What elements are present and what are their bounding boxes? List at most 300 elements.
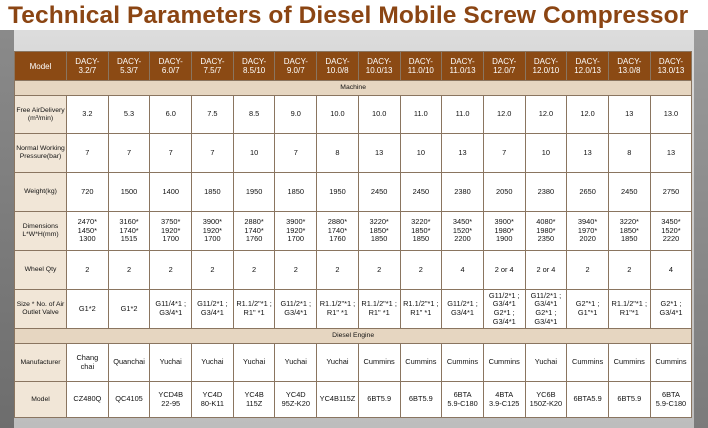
cell-value: Cummins	[655, 357, 687, 367]
table-cell	[525, 96, 567, 134]
cell-value: Yuchai	[534, 357, 557, 367]
table-row	[15, 173, 692, 212]
row-label-text: Size * No. of Air Outlet Valve	[16, 301, 65, 316]
cell-value: R1.1/2"*1 ; R1" *1	[319, 299, 356, 317]
model-name: DACY- 5.3/7	[116, 57, 142, 75]
cell-value: 3750* 1920* 1700	[161, 217, 181, 244]
model-header-cell	[150, 52, 192, 81]
cell-value: G1*2	[78, 303, 96, 313]
cell-value: 2	[252, 264, 257, 274]
cell-value: 12.0	[538, 109, 554, 119]
row-label-text: Free AirDelivery (m³/min)	[16, 106, 65, 122]
table-cell	[192, 251, 234, 290]
cell-value: 8	[335, 147, 340, 157]
table-cell	[67, 173, 109, 212]
table-cell	[525, 212, 567, 251]
cell-value: 13	[458, 147, 467, 157]
table-cell	[233, 290, 275, 329]
model-header-cell	[608, 52, 650, 81]
table-cell	[442, 290, 484, 329]
cell-value: 9.0	[290, 109, 301, 119]
spec-table	[14, 51, 692, 418]
table-cell	[358, 134, 400, 173]
table-cell	[150, 173, 192, 212]
cell-value: 7	[502, 147, 507, 157]
cell-value: 2470* 1450* 1300	[77, 217, 97, 244]
cell-value: Chang chai	[76, 352, 99, 371]
cell-value: R1.1/2"*1 ; R1" *1	[236, 299, 272, 317]
cell-value: 12.0	[497, 109, 512, 119]
table-cell	[567, 96, 609, 134]
cell-value: 4	[668, 264, 674, 274]
table-cell	[67, 290, 109, 329]
row-label	[15, 134, 67, 173]
table-cell	[400, 290, 442, 329]
table-cell	[483, 382, 525, 418]
model-header-cell	[108, 52, 150, 81]
model-header-cell	[233, 52, 275, 81]
model-header-row	[15, 52, 692, 81]
cell-value: 2	[335, 264, 340, 274]
table-cell	[483, 173, 525, 212]
cell-value: Cummins	[405, 357, 437, 367]
table-cell	[150, 134, 192, 173]
cell-value: G11/2*1 ; G3/4*1	[280, 299, 312, 317]
table-cell	[608, 344, 650, 382]
cell-value: Yuchai	[242, 357, 266, 367]
model-name: DACY- 10.0/8	[325, 57, 350, 75]
model-name: DACY- 9.0/7	[283, 57, 308, 75]
table-cell	[358, 290, 400, 329]
table-cell	[400, 344, 442, 382]
cell-value: 1850	[287, 186, 304, 196]
model-header-cell	[567, 52, 609, 81]
cell-value: 2	[210, 264, 215, 274]
table-cell	[650, 134, 692, 173]
table-cell	[400, 212, 442, 251]
table-cell	[608, 96, 650, 134]
model-name: DACY- 13.0/13	[657, 57, 685, 75]
model-name: DACY- 10.0/13	[365, 57, 393, 75]
table-cell	[67, 212, 109, 251]
table-row	[15, 212, 692, 251]
cell-value: 7	[210, 147, 215, 157]
table-cell	[400, 173, 442, 212]
table-cell	[650, 344, 692, 382]
cell-value: Yuchai	[159, 357, 182, 367]
cell-value: 5.3	[123, 109, 135, 119]
cell-value: Yuchai	[201, 357, 224, 367]
cell-value: 3900* 1980* 1900	[494, 217, 514, 244]
cell-value: G2*1 ; G3/4*1	[659, 299, 683, 317]
model-header-cell	[525, 52, 567, 81]
cell-value: 2650	[579, 186, 596, 196]
table-cell	[442, 96, 484, 134]
cell-value: 3940* 1970* 2020	[577, 217, 598, 244]
model-name: DACY- 6.0/7	[158, 57, 183, 75]
cell-value: 2 or 4	[536, 264, 556, 274]
model-header-cell	[483, 52, 525, 81]
cell-value: 13.0	[663, 109, 679, 119]
cell-value: 1500	[120, 186, 138, 196]
table-cell	[608, 382, 650, 418]
cell-value: 2450	[412, 186, 430, 196]
table-cell	[317, 96, 359, 134]
model-header-cell	[442, 52, 484, 81]
table-cell	[192, 134, 234, 173]
cell-value: 3220* 1850* 1850	[411, 217, 431, 244]
table-cell	[108, 290, 150, 329]
row-label	[15, 382, 67, 418]
table-cell	[525, 290, 567, 329]
table-cell	[275, 344, 317, 382]
table-cell	[233, 134, 275, 173]
cell-value: 720	[81, 186, 94, 196]
table-cell	[358, 344, 400, 382]
cell-value: 3220* 1850* 1850	[619, 217, 639, 244]
table-cell	[192, 382, 234, 418]
table-cell	[233, 212, 275, 251]
cell-value: 7	[126, 147, 132, 157]
table-cell	[358, 251, 400, 290]
model-name: DACY- 11.0/10	[407, 57, 434, 75]
cell-value: 8	[627, 147, 632, 157]
table-cell	[233, 96, 275, 134]
cell-value: Quanchai	[113, 357, 145, 367]
table-cell	[442, 212, 484, 251]
table-cell	[400, 251, 442, 290]
table-cell	[150, 251, 192, 290]
cell-value: 2	[585, 264, 590, 274]
cell-value: 10.0	[371, 109, 387, 119]
section-machine-row	[15, 81, 692, 96]
cell-value: 7	[85, 147, 90, 157]
cell-value: 2	[293, 264, 298, 274]
model-header-cell	[650, 52, 692, 81]
cell-value: 2380	[454, 186, 471, 196]
table-cell	[442, 344, 484, 382]
cell-value: Cummins	[571, 357, 604, 367]
cell-value: 2	[627, 264, 632, 274]
row-label-text: Wheel Qty	[24, 266, 57, 273]
table-cell	[233, 173, 275, 212]
cell-value: 4	[460, 264, 465, 274]
table-cell	[275, 134, 317, 173]
table-cell	[483, 96, 525, 134]
row-label-text: Weight(kg)	[24, 188, 57, 195]
table-cell	[275, 290, 317, 329]
cell-value: 2	[85, 264, 90, 274]
table-cell	[358, 212, 400, 251]
cell-value: 8.5	[248, 109, 260, 119]
cell-value: 4BTA 3.9-C125	[489, 389, 520, 408]
table-cell	[67, 382, 109, 418]
cell-value: 1950	[329, 186, 346, 196]
model-header-cell	[275, 52, 317, 81]
row-label	[15, 290, 67, 329]
model-header-cell	[358, 52, 400, 81]
table-cell	[525, 382, 567, 418]
cell-value: 11.0	[455, 109, 470, 119]
table-cell	[650, 382, 692, 418]
row-label	[15, 212, 67, 251]
cell-value: 2450	[621, 186, 638, 196]
table-row	[15, 344, 692, 382]
background-edge-left	[0, 30, 14, 428]
section-machine-label: Machine	[15, 81, 692, 96]
table-cell	[317, 344, 359, 382]
cell-value: R1.1/2"*1 ; R1" *1	[403, 299, 439, 317]
table-cell	[150, 96, 192, 134]
cell-value: 2380	[537, 186, 555, 196]
table-cell	[317, 212, 359, 251]
section-engine-label: Diesel Engine	[15, 329, 692, 344]
table-cell	[650, 212, 692, 251]
table-cell	[650, 251, 692, 290]
cell-value: 12.0	[580, 109, 595, 119]
table-row	[15, 382, 692, 418]
cell-value: 2	[418, 264, 423, 274]
table-cell	[150, 382, 192, 418]
cell-value: G11/2*1 ; G3/4*1	[197, 299, 228, 317]
table-cell	[275, 173, 317, 212]
table-cell	[108, 96, 150, 134]
table-cell	[317, 290, 359, 329]
cell-value: 3.2	[82, 109, 93, 119]
cell-value: 1950	[245, 186, 263, 196]
table-cell	[567, 173, 609, 212]
table-cell	[608, 251, 650, 290]
cell-value: 6.0	[165, 109, 176, 119]
table-row	[15, 134, 692, 173]
cell-value: 13	[375, 147, 384, 157]
model-name: DACY- 3.2/7	[75, 57, 100, 75]
table-cell	[67, 344, 109, 382]
cell-value: 11.0	[413, 109, 428, 119]
table-cell	[108, 173, 150, 212]
row-label	[15, 173, 67, 212]
table-cell	[108, 382, 150, 418]
cell-value: Yuchai	[326, 357, 349, 367]
row-label-text: Manufacturer	[20, 358, 61, 366]
table-cell	[400, 96, 442, 134]
table-cell	[317, 173, 359, 212]
table-cell	[192, 290, 234, 329]
model-name: DACY- 8.5/10	[242, 57, 267, 75]
cell-value: 4080* 1980* 2350	[536, 217, 556, 244]
cell-value: R1.1/2"*1 ; R1" *1	[361, 299, 397, 317]
cell-value: YC4D 80-K11	[200, 389, 225, 408]
table-cell	[108, 344, 150, 382]
table-cell	[192, 173, 234, 212]
table-cell	[567, 251, 609, 290]
table-cell	[483, 251, 525, 290]
table-cell	[400, 382, 442, 418]
cell-value: 6BT5.9	[408, 394, 433, 404]
model-header-cell	[317, 52, 359, 81]
table-cell	[483, 344, 525, 382]
cell-value: 2	[377, 264, 382, 274]
cell-value: 6BTA5.9	[573, 394, 602, 404]
table-cell	[650, 290, 692, 329]
row-label-text: Model	[31, 395, 50, 403]
section-engine-row	[15, 329, 692, 344]
table-cell	[567, 382, 609, 418]
cell-value: YC6B 150Z-K20	[529, 389, 563, 408]
table-cell	[483, 134, 525, 173]
table-cell	[442, 382, 484, 418]
cell-value: Cummins	[363, 357, 395, 367]
model-name: DACY- 13.0/8	[617, 57, 642, 75]
table-cell	[525, 173, 567, 212]
cell-value: Cummins	[488, 357, 520, 367]
table-cell	[567, 344, 609, 382]
table-cell	[275, 382, 317, 418]
model-name: DACY- 11.0/13	[449, 57, 476, 75]
cell-value: 2050	[495, 186, 513, 196]
cell-value: YC4D 95Z-K20	[281, 389, 310, 408]
table-cell	[358, 96, 400, 134]
cell-value: 7	[168, 147, 173, 157]
cell-value: R1.1/2"*1 ; R1"*1	[611, 299, 648, 317]
cell-value: 3220* 1850* 1850	[369, 217, 389, 244]
cell-value: 6BTA 5.9-C180	[447, 389, 478, 408]
cell-value: YC4B115Z	[319, 394, 356, 404]
row-label-text: Dimensions L*W*H(mm)	[22, 223, 59, 238]
table-cell	[317, 134, 359, 173]
cell-value: G11/2*1 ; G3/4*1	[447, 299, 478, 317]
cell-value: QC4105	[115, 394, 143, 404]
model-name: DACY- 12.0/7	[492, 57, 517, 75]
table-cell	[358, 382, 400, 418]
cell-value: 6BTA 5.9-C180	[655, 389, 687, 408]
cell-value: 10	[541, 147, 551, 157]
cell-value: G11/4*1 ; G3/4*1	[155, 299, 187, 317]
model-header-cell	[192, 52, 234, 81]
row-label	[15, 96, 67, 134]
cell-value: 13	[583, 147, 592, 157]
page-title: Technical Parameters of Diesel Mobile Screw Compressor	[8, 2, 689, 29]
cell-value: 10	[249, 147, 259, 157]
cell-value: YC4B 115Z	[244, 389, 264, 408]
cell-value: Cummins	[446, 357, 479, 367]
row-label	[15, 344, 67, 382]
cell-value: Yuchai	[284, 357, 307, 367]
model-header-cell	[400, 52, 442, 81]
cell-value: 3900* 1920* 1700	[202, 217, 223, 244]
table-cell	[608, 134, 650, 173]
model-name: DACY- 7.5/7	[200, 57, 225, 75]
cell-value: 2	[126, 264, 132, 274]
table-cell	[442, 251, 484, 290]
table-cell	[567, 134, 609, 173]
table-cell	[650, 96, 692, 134]
table-cell	[650, 173, 692, 212]
table-cell	[483, 212, 525, 251]
table-row	[15, 290, 692, 329]
table-cell	[192, 96, 234, 134]
cell-value: 3900* 1920* 1700	[286, 217, 306, 244]
table-cell	[525, 251, 567, 290]
table-cell	[233, 251, 275, 290]
row-label	[15, 251, 67, 290]
table-cell	[608, 290, 650, 329]
table-cell	[275, 212, 317, 251]
table-cell	[608, 212, 650, 251]
table-cell	[150, 290, 192, 329]
model-name: DACY- 12.0/10	[532, 57, 560, 75]
table-cell	[150, 344, 192, 382]
cell-value: 2880* 1740* 1760	[327, 217, 348, 244]
table-cell	[275, 251, 317, 290]
cell-value: CZ480Q	[73, 394, 102, 404]
cell-value: 10.0	[330, 109, 345, 119]
cell-value: 7	[293, 147, 298, 157]
cell-value: YCD4B 22-95	[158, 389, 184, 408]
table-cell	[442, 134, 484, 173]
table-cell	[108, 251, 150, 290]
cell-value: G11/2*1 ; G3/4*1 G2*1 ; G3/4*1	[488, 290, 520, 326]
table-row	[15, 96, 692, 134]
table-cell	[567, 290, 609, 329]
cell-value: 3160* 1740* 1515	[119, 217, 139, 244]
model-name: DACY- 12.0/13	[574, 57, 601, 75]
table-cell	[400, 134, 442, 173]
cell-value: G1*2	[120, 303, 138, 313]
model-header-label: Model	[15, 52, 67, 81]
table-cell	[108, 134, 150, 173]
table-cell	[233, 344, 275, 382]
cell-value: 2880* 1740* 1760	[244, 217, 264, 244]
table-cell	[442, 173, 484, 212]
cell-value: 7.5	[207, 109, 218, 119]
table-cell	[233, 382, 275, 418]
table-cell	[192, 212, 234, 251]
cell-value: G2"*1 ; G1"*1	[575, 299, 600, 317]
table-cell	[567, 212, 609, 251]
table-row	[15, 251, 692, 290]
cell-value: 6BT5.9	[617, 394, 642, 404]
cell-value: 2	[168, 264, 173, 274]
cell-value: 10	[416, 147, 425, 157]
model-header-cell	[67, 52, 109, 81]
cell-value: 1850	[204, 186, 221, 196]
table-cell	[275, 96, 317, 134]
cell-value: 6BT5.9	[367, 394, 392, 404]
cell-value: 3450* 1520* 2220	[661, 217, 681, 244]
table-cell	[67, 134, 109, 173]
cell-value: 13	[666, 147, 676, 157]
cell-value: Cummins	[613, 357, 645, 367]
table-cell	[608, 173, 650, 212]
table-cell	[317, 251, 359, 290]
table-cell	[525, 134, 567, 173]
table-cell	[358, 173, 400, 212]
table-cell	[192, 344, 234, 382]
cell-value: 2 or 4	[494, 264, 514, 274]
row-label-text: Normal Working Pressure(bar)	[16, 145, 65, 160]
cell-value: G11/2*1 ; G3/4*1 G2*1 ; G3/4*1	[530, 290, 562, 326]
background-edge-right	[694, 30, 708, 428]
cell-value: 3450* 1520* 2200	[452, 217, 473, 244]
table-cell	[67, 251, 109, 290]
table-cell	[525, 344, 567, 382]
table-cell	[67, 96, 109, 134]
table-cell	[483, 290, 525, 329]
table-cell	[108, 212, 150, 251]
cell-value: 2450	[370, 186, 388, 196]
cell-value: 13	[625, 109, 634, 119]
